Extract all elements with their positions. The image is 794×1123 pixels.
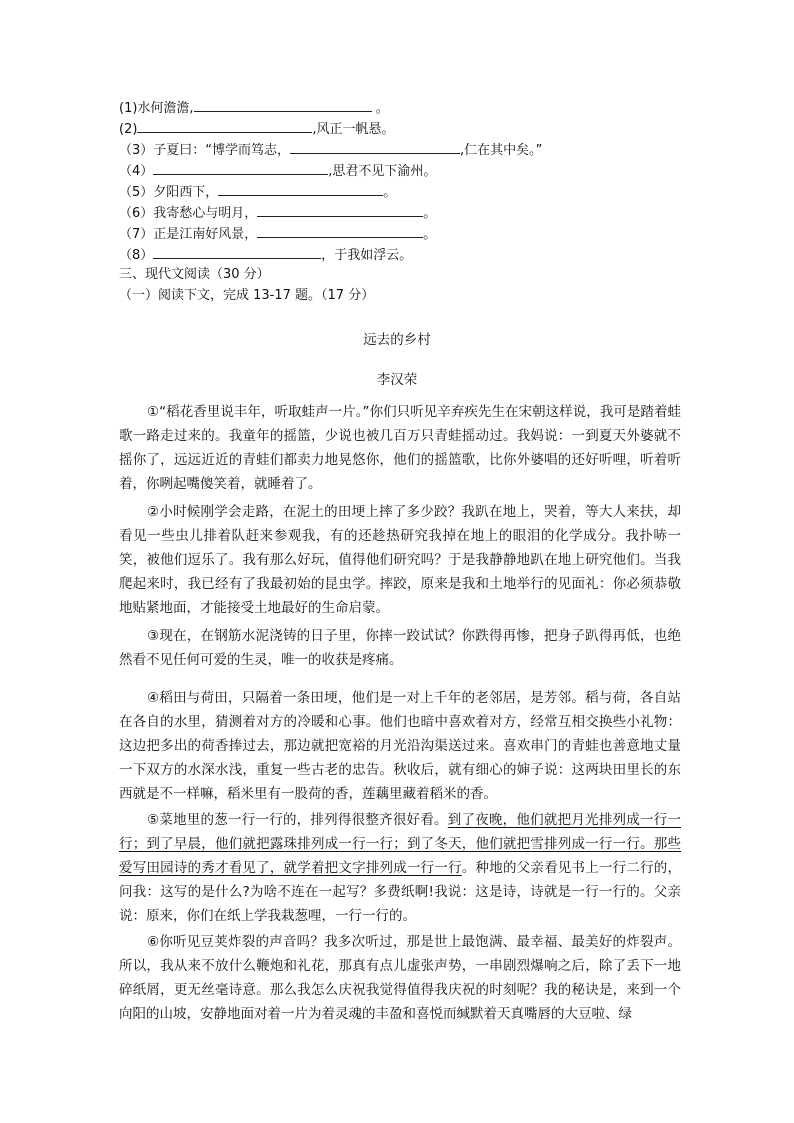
question-text: 。 bbox=[423, 206, 437, 221]
paragraph-3 bbox=[119, 624, 681, 672]
paragraph-text: 。种地的父亲看见书上一行二行的，问我：这写的是什么?为啥不连在一起写？多费纸啊!我说：这是诗，诗就是一行一行的。父亲说：原来，你们在纸上学我栽葱哩，一行一行的。 bbox=[119, 860, 681, 924]
answer-blank[interactable] bbox=[153, 162, 328, 175]
question-text: 。 bbox=[423, 227, 437, 242]
question-text: （7）正是江南好风景， bbox=[119, 227, 258, 242]
question-text: 。 bbox=[383, 185, 397, 200]
answer-blank[interactable] bbox=[194, 99, 372, 112]
question-text: (1)水何澹澹, bbox=[119, 101, 194, 116]
fill-in-question-8 bbox=[119, 246, 412, 265]
answer-blank[interactable] bbox=[218, 183, 383, 196]
question-text: （5）夕阳西下， bbox=[119, 185, 219, 200]
question-text: ，于我如浮云。 bbox=[321, 248, 413, 263]
question-text: 。 bbox=[375, 101, 389, 116]
fill-in-question-6 bbox=[119, 204, 436, 223]
question-text: ,风正一帆悬。 bbox=[312, 122, 395, 137]
underlined-text: 到了夜晚，他们就把月光排列成一行一行；到了早晨，他们就把露珠排列成一行一行；到了冬天，他们就把雪排列成一行一行。那些爱写田园诗的秀才看见了，就学着把文字排列成一行一行 bbox=[119, 812, 681, 876]
paragraph-text: ②小时候刚学会走路，在泥土的田埂上摔了多少跤？我趴在地上，哭着，等大人来扶，却看见一些虫儿排着队赶来参观我，有的还趁热研究我掉在地上的眼泪的化学成分。我扑哧一笑，被他们逗乐了。我有那么好玩，值得他们研究吗？于是我静静地趴在地上研究他们。当我爬起来时，我已经有了我最初始的昆虫学。摔跤，原来是我和土地举行的见面礼：你必须恭敬地贴紧地面，才能接受土地最好的生命启蒙。 bbox=[119, 504, 681, 616]
answer-blank[interactable] bbox=[290, 141, 460, 154]
article-title: 远去的乡村 bbox=[363, 332, 431, 348]
paragraph-text: ①“稻花香里说丰年，听取蛙声一片。”你们只听见辛弃疾先生在宋朝这样说，我可是踏着蛙歌一路走过来的。我童年的摇篮，少说也被几百万只青蛙摇动过。我妈说：一到夏天外婆就不摇你了，远远近近的青蛙们都卖力地晃悠你，他们的摇篮歌，比你外婆唱的还好听哩，听着听着，你咧起嘴傻笑着，就睡着了。 bbox=[119, 404, 681, 492]
answer-blank[interactable] bbox=[137, 120, 312, 133]
fill-in-question-5 bbox=[119, 183, 396, 202]
question-text: （6）我寄愁心与明月， bbox=[119, 206, 258, 221]
question-text: ,思君不见下渝州。 bbox=[328, 164, 437, 179]
question-text: （3）子夏曰：“博学而笃志， bbox=[119, 143, 291, 158]
section-heading: 三、现代文阅读（30 分） bbox=[119, 267, 270, 282]
paragraph-text: ⑤菜地里的葱一行一行的，排列得很整齐很好看。 bbox=[147, 812, 448, 828]
fill-in-question-7 bbox=[119, 225, 436, 244]
answer-blank[interactable] bbox=[257, 204, 423, 217]
paragraph-6 bbox=[119, 930, 681, 1026]
fill-in-question-1 bbox=[119, 99, 389, 118]
question-text: ,仁在其中矣。” bbox=[460, 143, 543, 158]
question-text: (2) bbox=[119, 122, 138, 137]
fill-in-question-2 bbox=[119, 120, 395, 139]
sub-heading: （一）阅读下文，完成 13-17 题。（17 分） bbox=[119, 288, 375, 303]
paragraph-text: ③现在，在钢筋水泥浇铸的日子里，你摔一跤试试？你跌得再惨，把身子趴得再低，也绝然看不见任何可爱的生灵，唯一的收获是疼痛。 bbox=[119, 628, 681, 668]
paragraph-1 bbox=[119, 400, 681, 496]
article-author: 李汉荣 bbox=[376, 372, 418, 388]
answer-blank[interactable] bbox=[257, 225, 423, 238]
paragraph-4 bbox=[119, 686, 681, 806]
question-text: （8） bbox=[119, 248, 154, 263]
paragraph-2 bbox=[119, 500, 681, 620]
fill-in-question-4 bbox=[119, 162, 436, 181]
paragraph-5 bbox=[119, 808, 681, 928]
answer-blank[interactable] bbox=[153, 246, 321, 259]
question-text: （4） bbox=[119, 164, 154, 179]
paragraph-text: ⑥你听见豆荚炸裂的声音吗？我多次听过，那是世上最饱满、最幸福、最美好的炸裂声。所以，我从来不放什么鞭炮和礼花，那真有点儿虚张声势，一串剧烈爆响之后，除了丢下一地碎纸屑，更无丝毫诗意。那么我怎么庆祝我觉得值得我庆祝的时刻呢？我的秘诀是，来到一个向阳的山坡，安静地面对着一片为着灵魂的丰盈和喜悦而缄默着天真嘴唇的大豆啦、绿 bbox=[119, 934, 681, 1022]
paragraph-text: ④稻田与荷田，只隔着一条田埂，他们是一对上千年的老邻居，是芳邻。稻与荷，各自站在各自的水里，猜测着对方的冷暖和心事。他们也暗中喜欢着对方，经常互相交换些小礼物：这边把多出的荷香捧过去，那边就把宽裕的月光沿沟渠送过来。喜欢串门的青蛙也善意地丈量一下双方的水深水浅，重复一些古老的忠告。秋收后，就有细心的婶子说：这两块田里长的东西就是不一样嘛，稻米里有一股荷的香，莲藕里藏着稻米的香。 bbox=[119, 690, 681, 802]
fill-in-question-3 bbox=[119, 141, 542, 160]
